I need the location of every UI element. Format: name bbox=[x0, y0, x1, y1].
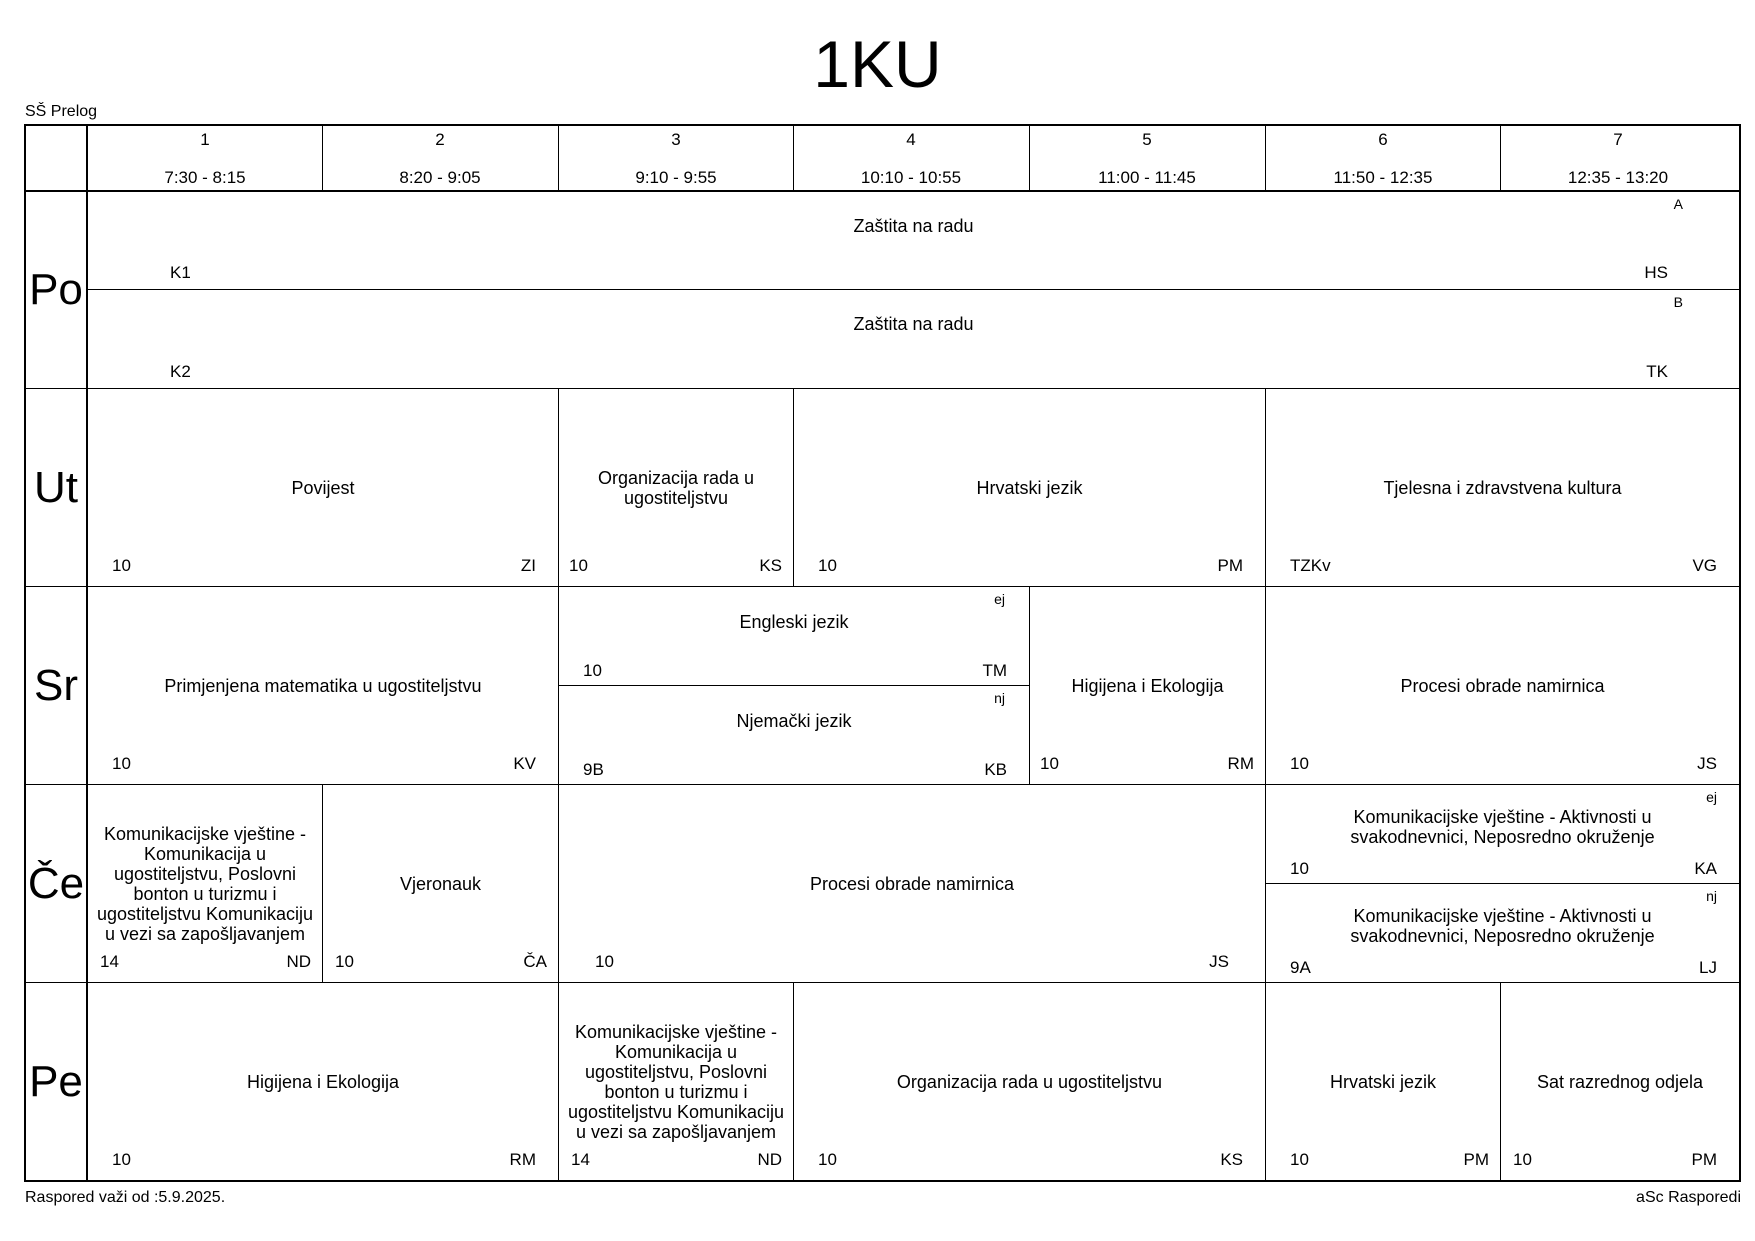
day-label: Če bbox=[27, 858, 85, 908]
lesson-teacher: ČA bbox=[523, 952, 547, 971]
lesson-room: K2 bbox=[170, 362, 191, 381]
lesson-cell[interactable] bbox=[88, 785, 322, 982]
lesson-room: 10 bbox=[818, 556, 837, 575]
lesson-cell[interactable] bbox=[559, 983, 793, 1180]
lesson-cell[interactable] bbox=[1266, 983, 1500, 1180]
day-label: Pe bbox=[29, 1056, 83, 1106]
lesson-cell[interactable] bbox=[1266, 884, 1739, 982]
lesson-teacher: RM bbox=[509, 1150, 536, 1169]
lesson-teacher: VG bbox=[1692, 556, 1717, 575]
lesson-room: 10 bbox=[1040, 754, 1059, 773]
day-label: Po bbox=[29, 265, 83, 314]
lesson-cell[interactable] bbox=[559, 587, 1029, 685]
lesson-cell[interactable] bbox=[1030, 587, 1265, 784]
lesson-subject: Zaštita na radu bbox=[853, 314, 974, 334]
lesson-subject: Tjelesna i zdravstvena kultura bbox=[1383, 477, 1622, 498]
lesson-cell[interactable] bbox=[794, 389, 1265, 586]
lesson-room: 10 bbox=[818, 1150, 837, 1169]
timetable-grid bbox=[24, 124, 1741, 1182]
lesson-subject: Komunikacijske vještine - Komunikacija u ugostiteljstvu, Poslovni bonton u turizmu i ugostiteljstvu Komunikaciju u vezi sa zapošljavanjem bbox=[96, 823, 314, 944]
lesson-teacher: ZI bbox=[520, 556, 536, 575]
lesson-cell[interactable] bbox=[323, 785, 558, 982]
group-label: ej bbox=[1706, 789, 1717, 805]
lesson-cell[interactable] bbox=[794, 983, 1265, 1180]
period-number: 6 bbox=[1378, 130, 1388, 149]
lesson-cell[interactable] bbox=[88, 389, 558, 586]
lesson-cell[interactable] bbox=[559, 389, 793, 586]
lesson-teacher: LJ bbox=[1699, 958, 1717, 977]
lesson-subject: Njemački jezik bbox=[736, 711, 852, 731]
period-number: 7 bbox=[1613, 130, 1623, 149]
lesson-subject: Hrvatski jezik bbox=[1329, 1071, 1436, 1092]
lesson-cell[interactable] bbox=[559, 785, 1265, 982]
valid-from-note: Raspored važi od :5.9.2025. bbox=[25, 1189, 226, 1206]
group-label: B bbox=[1673, 294, 1683, 310]
period-number: 1 bbox=[200, 130, 210, 149]
period-time: 10:10 - 10:55 bbox=[860, 168, 962, 187]
lesson-cell[interactable] bbox=[1266, 785, 1739, 883]
lesson-room: 10 bbox=[1290, 859, 1309, 878]
lesson-subject: Organizacija rada u ugostiteljstvu bbox=[597, 467, 755, 508]
lesson-teacher: JS bbox=[1209, 952, 1229, 971]
lesson-teacher: KB bbox=[984, 760, 1007, 779]
lesson-cell[interactable] bbox=[88, 192, 1739, 289]
day-label: Sr bbox=[34, 660, 78, 710]
lesson-teacher: PM bbox=[1217, 556, 1243, 575]
lesson-subject: Komunikacijske vještine - Aktivnosti u svakodnevnici, Neposredno okruženje bbox=[1350, 807, 1655, 847]
lesson-teacher: ND bbox=[757, 1150, 782, 1169]
period-time: 11:00 - 11:45 bbox=[1098, 168, 1196, 187]
lesson-teacher: KS bbox=[1220, 1150, 1243, 1169]
group-label: nj bbox=[1706, 888, 1717, 904]
lesson-teacher: TM bbox=[982, 661, 1007, 680]
period-time: 9:10 - 9:55 bbox=[635, 168, 717, 187]
lesson-subject: Vjeronauk bbox=[399, 873, 482, 894]
lesson-room: 10 bbox=[1513, 1150, 1532, 1169]
lesson-room: 9A bbox=[1290, 958, 1311, 977]
period-time: 8:20 - 9:05 bbox=[399, 168, 481, 187]
period-time: 11:50 - 12:35 bbox=[1333, 168, 1433, 187]
lesson-subject: Engleski jezik bbox=[739, 612, 849, 632]
lesson-room: 10 bbox=[583, 661, 602, 680]
lesson-room: 10 bbox=[595, 952, 614, 971]
lesson-subject: Hrvatski jezik bbox=[976, 477, 1083, 498]
lesson-room: 10 bbox=[112, 754, 131, 773]
page-title: 1KU bbox=[813, 27, 942, 101]
lesson-cell[interactable] bbox=[1501, 983, 1739, 1180]
lesson-room: 10 bbox=[112, 1150, 131, 1169]
lesson-subject: Sat razrednog odjela bbox=[1536, 1071, 1704, 1092]
lesson-subject: Komunikacijske vještine - Aktivnosti u svakodnevnici, Neposredno okruženje bbox=[1350, 906, 1655, 946]
lesson-subject: Primjenjena matematika u ugostiteljstvu bbox=[164, 675, 482, 696]
lesson-teacher: RM bbox=[1227, 754, 1254, 773]
period-time: 7:30 - 8:15 bbox=[164, 168, 246, 187]
lesson-teacher: ND bbox=[286, 952, 311, 971]
lesson-subject: Procesi obrade namirnica bbox=[809, 873, 1015, 894]
lesson-cell[interactable] bbox=[559, 686, 1029, 784]
lesson-room: K1 bbox=[170, 263, 191, 282]
lesson-subject: Komunikacijske vještine - Komunikacija u ugostiteljstvu, Poslovni bonton u turizmu i ugostiteljstvu Komunikaciju u vezi sa zapošljavanjem bbox=[567, 1021, 785, 1142]
lesson-room: 10 bbox=[1290, 754, 1309, 773]
lesson-teacher: PM bbox=[1463, 1150, 1489, 1169]
lesson-subject: Organizacija rada u ugostiteljstvu bbox=[896, 1071, 1163, 1092]
period-number: 4 bbox=[906, 130, 916, 149]
lesson-room: TZKv bbox=[1290, 556, 1331, 575]
lesson-teacher: KA bbox=[1694, 859, 1717, 878]
lesson-room: 9B bbox=[583, 760, 604, 779]
lesson-teacher: PM bbox=[1691, 1150, 1717, 1169]
software-brand: aSc Rasporedi bbox=[1636, 1189, 1741, 1206]
lesson-room: 10 bbox=[1290, 1150, 1309, 1169]
lesson-cell[interactable] bbox=[88, 983, 558, 1180]
lesson-room: 10 bbox=[335, 952, 354, 971]
lesson-cell[interactable] bbox=[1266, 389, 1739, 586]
lesson-room: 10 bbox=[112, 556, 131, 575]
period-number: 5 bbox=[1142, 130, 1152, 149]
lesson-subject: Zaštita na radu bbox=[853, 215, 974, 236]
period-number: 2 bbox=[435, 130, 445, 149]
lesson-room: 10 bbox=[569, 556, 588, 575]
lesson-cell[interactable] bbox=[88, 587, 558, 784]
lesson-room: 14 bbox=[100, 952, 119, 971]
group-label: ej bbox=[994, 591, 1005, 607]
lesson-room: 14 bbox=[571, 1150, 590, 1169]
lesson-cell[interactable] bbox=[88, 290, 1739, 388]
day-label: Ut bbox=[34, 462, 78, 512]
lesson-subject: Higijena i Ekologija bbox=[246, 1071, 400, 1092]
lesson-cell[interactable] bbox=[1266, 587, 1739, 784]
school-name: SŠ Prelog bbox=[25, 103, 98, 120]
group-label: nj bbox=[994, 690, 1005, 706]
lesson-teacher: KV bbox=[513, 754, 536, 773]
period-time: 12:35 - 13:20 bbox=[1567, 168, 1669, 187]
lesson-subject: Procesi obrade namirnica bbox=[1400, 675, 1605, 696]
lesson-subject: Povijest bbox=[291, 477, 355, 498]
lesson-teacher: KS bbox=[759, 556, 782, 575]
lesson-subject: Higijena i Ekologija bbox=[1071, 675, 1224, 696]
lesson-teacher: TK bbox=[1646, 362, 1668, 381]
group-label: A bbox=[1673, 196, 1683, 212]
lesson-teacher: HS bbox=[1644, 263, 1668, 282]
period-number: 3 bbox=[671, 130, 681, 149]
lesson-teacher: JS bbox=[1697, 754, 1717, 773]
